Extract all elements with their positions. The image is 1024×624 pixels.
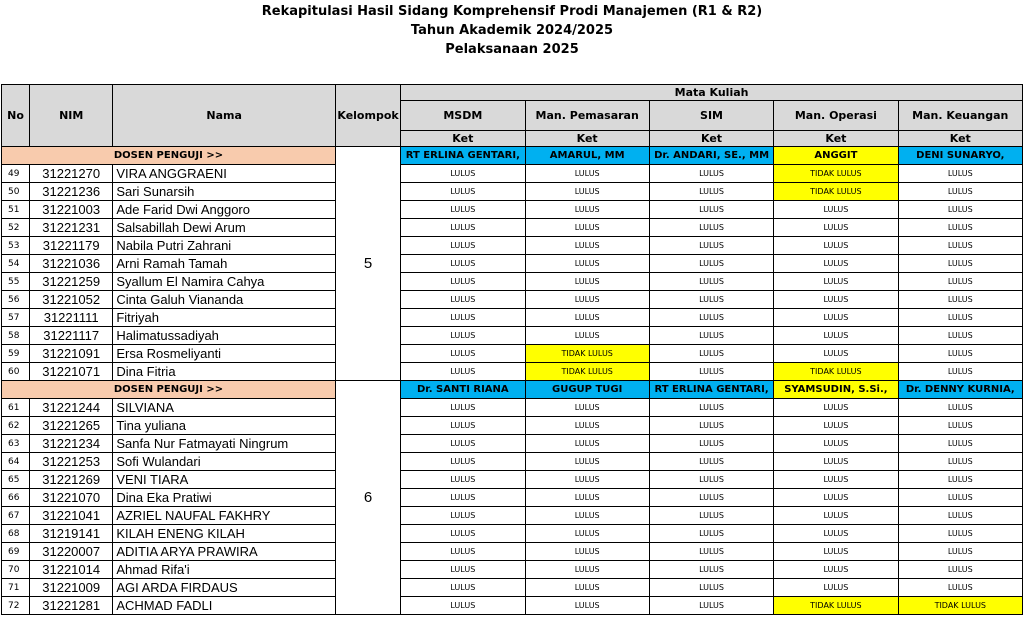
result-cell: TIDAK LULUS	[525, 345, 649, 363]
table-row	[2, 291, 1023, 309]
student-nim: 31221234	[30, 435, 113, 453]
table-row	[2, 561, 1023, 579]
student-nim: 31221009	[30, 579, 113, 597]
result-cell: LULUS	[525, 561, 649, 579]
header-no: No	[2, 85, 30, 147]
result-cell: TIDAK LULUS	[774, 165, 898, 183]
result-cell: LULUS	[401, 219, 525, 237]
student-nim: 31221231	[30, 219, 113, 237]
result-cell: LULUS	[401, 543, 525, 561]
student-name: Ersa Rosmeliyanti	[113, 345, 336, 363]
result-cell: LULUS	[774, 525, 898, 543]
table-row	[2, 273, 1023, 291]
dosen-name: DENI SUNARYO,	[898, 147, 1022, 165]
row-number: 66	[2, 489, 30, 507]
student-name: VIRA ANGGRAENI	[113, 165, 336, 183]
result-cell: LULUS	[774, 417, 898, 435]
result-cell: LULUS	[401, 273, 525, 291]
result-cell: LULUS	[649, 597, 773, 615]
row-number: 67	[2, 507, 30, 525]
result-cell: LULUS	[898, 579, 1022, 597]
result-cell: LULUS	[525, 237, 649, 255]
student-name: AGI ARDA FIRDAUS	[113, 579, 336, 597]
result-cell: LULUS	[774, 201, 898, 219]
table-row	[2, 453, 1023, 471]
student-nim: 31220007	[30, 543, 113, 561]
student-name: Sanfa Nur Fatmayati Ningrum	[113, 435, 336, 453]
student-name: Salsabillah Dewi Arum	[113, 219, 336, 237]
result-cell: LULUS	[649, 201, 773, 219]
table-row	[2, 255, 1023, 273]
result-cell: LULUS	[401, 345, 525, 363]
result-cell: LULUS	[649, 417, 773, 435]
header-mata-kuliah: Mata Kuliah	[401, 85, 1023, 101]
student-name: Syallum El Namira Cahya	[113, 273, 336, 291]
result-cell: LULUS	[649, 309, 773, 327]
row-number: 65	[2, 471, 30, 489]
student-name: Arni Ramah Tamah	[113, 255, 336, 273]
student-name: ADITIA ARYA PRAWIRA	[113, 543, 336, 561]
result-cell: LULUS	[774, 453, 898, 471]
result-cell: LULUS	[649, 291, 773, 309]
result-cell: LULUS	[525, 165, 649, 183]
result-cell: LULUS	[401, 489, 525, 507]
result-cell: LULUS	[649, 525, 773, 543]
student-nim: 31221270	[30, 165, 113, 183]
dosen-name: ANGGIT	[774, 147, 898, 165]
dosen-name: Dr. SANTI RIANA	[401, 381, 525, 399]
table-row	[2, 309, 1023, 327]
result-cell: TIDAK LULUS	[898, 597, 1022, 615]
table-row	[2, 237, 1023, 255]
student-nim: 31221036	[30, 255, 113, 273]
result-cell: LULUS	[649, 255, 773, 273]
row-number: 51	[2, 201, 30, 219]
result-cell: TIDAK LULUS	[774, 183, 898, 201]
result-cell: LULUS	[649, 183, 773, 201]
result-cell: LULUS	[525, 471, 649, 489]
header-subject-sim: SIM	[649, 101, 773, 131]
row-number: 70	[2, 561, 30, 579]
table-row	[2, 579, 1023, 597]
result-cell: LULUS	[401, 561, 525, 579]
result-cell: LULUS	[649, 327, 773, 345]
result-cell: LULUS	[525, 525, 649, 543]
result-cell: LULUS	[898, 345, 1022, 363]
dosen-penguji-label: DOSEN PENGUJI >>	[2, 147, 336, 165]
row-number: 49	[2, 165, 30, 183]
result-cell: LULUS	[898, 399, 1022, 417]
result-cell: LULUS	[525, 435, 649, 453]
student-nim: 31221253	[30, 453, 113, 471]
result-cell: LULUS	[649, 507, 773, 525]
table-row	[2, 327, 1023, 345]
result-cell: LULUS	[525, 543, 649, 561]
result-cell: LULUS	[649, 363, 773, 381]
header-subject-operasi: Man. Operasi	[774, 101, 898, 131]
result-cell: LULUS	[774, 399, 898, 417]
header-ket: Ket	[649, 131, 773, 147]
result-cell: LULUS	[898, 327, 1022, 345]
result-cell: LULUS	[898, 291, 1022, 309]
header-subject-keuangan: Man. Keuangan	[898, 101, 1022, 131]
kelompok-number: 5	[335, 147, 400, 381]
dosen-penguji-row	[2, 147, 1023, 165]
result-cell: TIDAK LULUS	[774, 363, 898, 381]
result-cell: LULUS	[774, 543, 898, 561]
result-cell: LULUS	[898, 255, 1022, 273]
kelompok-number: 6	[335, 381, 400, 615]
header-nama: Nama	[113, 85, 336, 147]
row-number: 68	[2, 525, 30, 543]
result-cell: LULUS	[401, 507, 525, 525]
result-cell: LULUS	[774, 435, 898, 453]
result-cell: LULUS	[898, 363, 1022, 381]
result-cell: LULUS	[401, 453, 525, 471]
result-cell: LULUS	[774, 345, 898, 363]
table-row	[2, 345, 1023, 363]
result-cell: LULUS	[401, 255, 525, 273]
result-cell: LULUS	[898, 471, 1022, 489]
header-ket: Ket	[401, 131, 525, 147]
result-cell: LULUS	[401, 579, 525, 597]
result-cell: LULUS	[649, 237, 773, 255]
header-subject-msdm: MSDM	[401, 101, 525, 131]
student-nim: 31221281	[30, 597, 113, 615]
student-name: Sofi Wulandari	[113, 453, 336, 471]
student-name: ACHMAD FADLI	[113, 597, 336, 615]
result-cell: LULUS	[774, 291, 898, 309]
result-cell: LULUS	[898, 435, 1022, 453]
table-row	[2, 201, 1023, 219]
result-cell: LULUS	[898, 201, 1022, 219]
result-cell: LULUS	[774, 507, 898, 525]
row-number: 53	[2, 237, 30, 255]
result-cell: LULUS	[774, 489, 898, 507]
dosen-name: RT ERLINA GENTARI,	[649, 381, 773, 399]
student-nim: 31221091	[30, 345, 113, 363]
result-cell: TIDAK LULUS	[774, 597, 898, 615]
student-name: AZRIEL NAUFAL FAKHRY	[113, 507, 336, 525]
row-number: 59	[2, 345, 30, 363]
table-row	[2, 417, 1023, 435]
table-row	[2, 489, 1023, 507]
result-cell: LULUS	[649, 471, 773, 489]
student-name: Dina Fitria	[113, 363, 336, 381]
row-number: 50	[2, 183, 30, 201]
result-cell: LULUS	[898, 309, 1022, 327]
table-row	[2, 525, 1023, 543]
result-cell: LULUS	[401, 435, 525, 453]
result-cell: LULUS	[401, 327, 525, 345]
result-cell: LULUS	[649, 561, 773, 579]
student-name: SILVIANA	[113, 399, 336, 417]
result-cell: LULUS	[774, 237, 898, 255]
table-row	[2, 219, 1023, 237]
dosen-name: Dr. DENNY KURNIA,	[898, 381, 1022, 399]
row-number: 71	[2, 579, 30, 597]
result-cell: LULUS	[401, 309, 525, 327]
result-cell: LULUS	[898, 417, 1022, 435]
result-cell: LULUS	[401, 399, 525, 417]
result-cell: LULUS	[774, 579, 898, 597]
row-number: 60	[2, 363, 30, 381]
result-cell: LULUS	[401, 237, 525, 255]
result-cell: LULUS	[649, 219, 773, 237]
result-cell: LULUS	[774, 327, 898, 345]
student-name: Dina Eka Pratiwi	[113, 489, 336, 507]
header-ket: Ket	[774, 131, 898, 147]
student-nim: 31221052	[30, 291, 113, 309]
result-cell: LULUS	[401, 417, 525, 435]
result-cell: LULUS	[525, 327, 649, 345]
table-row	[2, 507, 1023, 525]
row-number: 56	[2, 291, 30, 309]
student-nim: 31219141	[30, 525, 113, 543]
result-cell: LULUS	[401, 597, 525, 615]
result-cell: TIDAK LULUS	[525, 363, 649, 381]
result-cell: LULUS	[525, 291, 649, 309]
dosen-name: AMARUL, MM	[525, 147, 649, 165]
student-name: Nabila Putri Zahrani	[113, 237, 336, 255]
result-cell: LULUS	[649, 579, 773, 597]
result-cell: LULUS	[525, 183, 649, 201]
dosen-name: GUGUP TUGI	[525, 381, 649, 399]
student-nim: 31221244	[30, 399, 113, 417]
dosen-penguji-row	[2, 381, 1023, 399]
result-cell: LULUS	[774, 255, 898, 273]
result-cell: LULUS	[401, 165, 525, 183]
result-cell: LULUS	[401, 201, 525, 219]
result-cell: LULUS	[401, 471, 525, 489]
student-nim: 31221179	[30, 237, 113, 255]
result-cell: LULUS	[649, 165, 773, 183]
table-row	[2, 435, 1023, 453]
row-number: 64	[2, 453, 30, 471]
student-nim: 31221070	[30, 489, 113, 507]
result-cell: LULUS	[774, 561, 898, 579]
student-nim: 31221111	[30, 309, 113, 327]
table-row	[2, 399, 1023, 417]
table-row	[2, 165, 1023, 183]
report-title: Rekapitulasi Hasil Sidang Komprehensif Prodi Manajemen (R1 & R2)	[261, 4, 763, 19]
result-cell: LULUS	[401, 291, 525, 309]
table-row	[2, 471, 1023, 489]
result-cell: LULUS	[649, 399, 773, 417]
student-nim: 31221003	[30, 201, 113, 219]
result-cell: LULUS	[525, 579, 649, 597]
result-cell: LULUS	[898, 183, 1022, 201]
result-cell: LULUS	[898, 561, 1022, 579]
header-ket: Ket	[525, 131, 649, 147]
result-cell: LULUS	[525, 453, 649, 471]
result-cell: LULUS	[649, 273, 773, 291]
student-name: Tina yuliana	[113, 417, 336, 435]
student-nim: 31221259	[30, 273, 113, 291]
report-period: Pelaksanaan 2025	[445, 42, 579, 57]
result-cell: LULUS	[898, 237, 1022, 255]
result-cell: LULUS	[525, 255, 649, 273]
results-table	[1, 84, 1023, 615]
result-cell: LULUS	[649, 489, 773, 507]
result-cell: LULUS	[898, 165, 1022, 183]
table-row	[2, 543, 1023, 561]
result-cell: LULUS	[525, 309, 649, 327]
row-number: 58	[2, 327, 30, 345]
result-cell: LULUS	[898, 507, 1022, 525]
result-cell: LULUS	[774, 273, 898, 291]
row-number: 72	[2, 597, 30, 615]
student-name: Ahmad Rifa'i	[113, 561, 336, 579]
result-cell: LULUS	[898, 489, 1022, 507]
result-cell: LULUS	[525, 201, 649, 219]
student-name: Cinta Galuh Viananda	[113, 291, 336, 309]
row-number: 57	[2, 309, 30, 327]
result-cell: LULUS	[525, 417, 649, 435]
row-number: 55	[2, 273, 30, 291]
result-cell: LULUS	[649, 435, 773, 453]
result-cell: LULUS	[774, 309, 898, 327]
row-number: 52	[2, 219, 30, 237]
result-cell: LULUS	[898, 219, 1022, 237]
result-cell: LULUS	[898, 525, 1022, 543]
header-subject-pemasaran: Man. Pemasaran	[525, 101, 649, 131]
result-cell: LULUS	[525, 273, 649, 291]
dosen-penguji-label: DOSEN PENGUJI >>	[2, 381, 336, 399]
table-row	[2, 597, 1023, 615]
result-cell: LULUS	[401, 363, 525, 381]
row-number: 69	[2, 543, 30, 561]
result-cell: LULUS	[898, 543, 1022, 561]
dosen-name: RT ERLINA GENTARI,	[401, 147, 525, 165]
student-name: Ade Farid Dwi Anggoro	[113, 201, 336, 219]
result-cell: LULUS	[525, 219, 649, 237]
results-body	[2, 147, 1023, 615]
row-number: 54	[2, 255, 30, 273]
student-name: Fitriyah	[113, 309, 336, 327]
result-cell: LULUS	[525, 489, 649, 507]
student-nim: 31221014	[30, 561, 113, 579]
header-kelompok: Kelompok	[335, 85, 400, 147]
header-nim: NIM	[30, 85, 113, 147]
result-cell: LULUS	[401, 525, 525, 543]
row-number: 61	[2, 399, 30, 417]
report-academic-year: Tahun Akademik 2024/2025	[410, 23, 614, 38]
row-number: 63	[2, 435, 30, 453]
result-cell: LULUS	[898, 453, 1022, 471]
header-ket: Ket	[898, 131, 1022, 147]
student-name: KILAH ENENG KILAH	[113, 525, 336, 543]
student-nim: 31221117	[30, 327, 113, 345]
result-cell: LULUS	[525, 507, 649, 525]
result-cell: LULUS	[774, 219, 898, 237]
student-nim: 31221071	[30, 363, 113, 381]
student-nim: 31221236	[30, 183, 113, 201]
table-row	[2, 183, 1023, 201]
result-cell: LULUS	[649, 543, 773, 561]
result-cell: LULUS	[649, 345, 773, 363]
result-cell: LULUS	[774, 471, 898, 489]
table-row	[2, 363, 1023, 381]
student-name: Sari Sunarsih	[113, 183, 336, 201]
dosen-name: Dr. ANDARI, SE., MM	[649, 147, 773, 165]
result-cell: LULUS	[898, 273, 1022, 291]
row-number: 62	[2, 417, 30, 435]
dosen-name: SYAMSUDIN, S.Si.,	[774, 381, 898, 399]
student-name: Halimatussadiyah	[113, 327, 336, 345]
report-title-block	[0, 0, 1024, 59]
result-cell: LULUS	[649, 453, 773, 471]
student-nim: 31221041	[30, 507, 113, 525]
student-nim: 31221265	[30, 417, 113, 435]
result-cell: LULUS	[401, 183, 525, 201]
student-nim: 31221269	[30, 471, 113, 489]
student-name: VENI TIARA	[113, 471, 336, 489]
result-cell: LULUS	[525, 399, 649, 417]
result-cell: LULUS	[525, 597, 649, 615]
